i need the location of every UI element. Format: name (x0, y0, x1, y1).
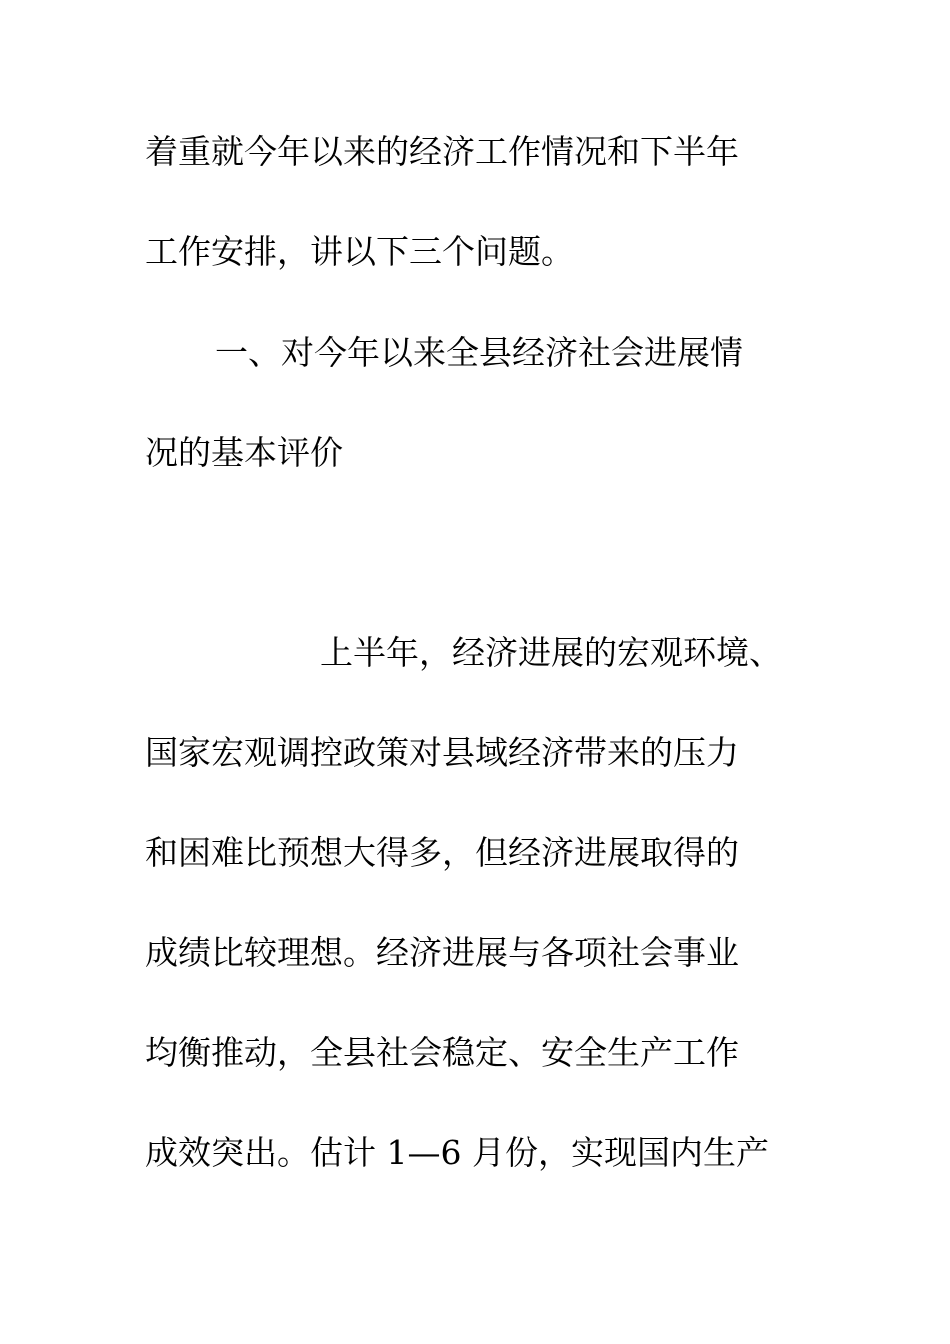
text-line-1: 着重就今年以来的经济工作情况和下半年 (145, 132, 739, 171)
paragraph-line-4: 成绩比较理想。经济进展与各项社会事业 (145, 933, 739, 972)
paragraph-line-2: 国家宏观调控政策对县域经济带来的压力 (145, 733, 739, 772)
paragraph-line-3: 和困难比预想大得多，但经济进展取得的 (145, 833, 739, 872)
paragraph-line-6: 成效突出。估计 1—6 月份，实现国内生产 (145, 1133, 769, 1172)
paragraph-line-5: 均衡推动，全县社会稳定、安全生产工作 (145, 1033, 739, 1072)
section-heading-line-1: 一、对今年以来全县经济社会进展情 (215, 333, 743, 372)
paragraph-line-1: 上半年，经济进展的宏观环境、 (320, 633, 782, 672)
section-heading-line-2: 况的基本评价 (145, 433, 343, 472)
text-line-2: 工作安排，讲以下三个问题。 (145, 232, 574, 271)
